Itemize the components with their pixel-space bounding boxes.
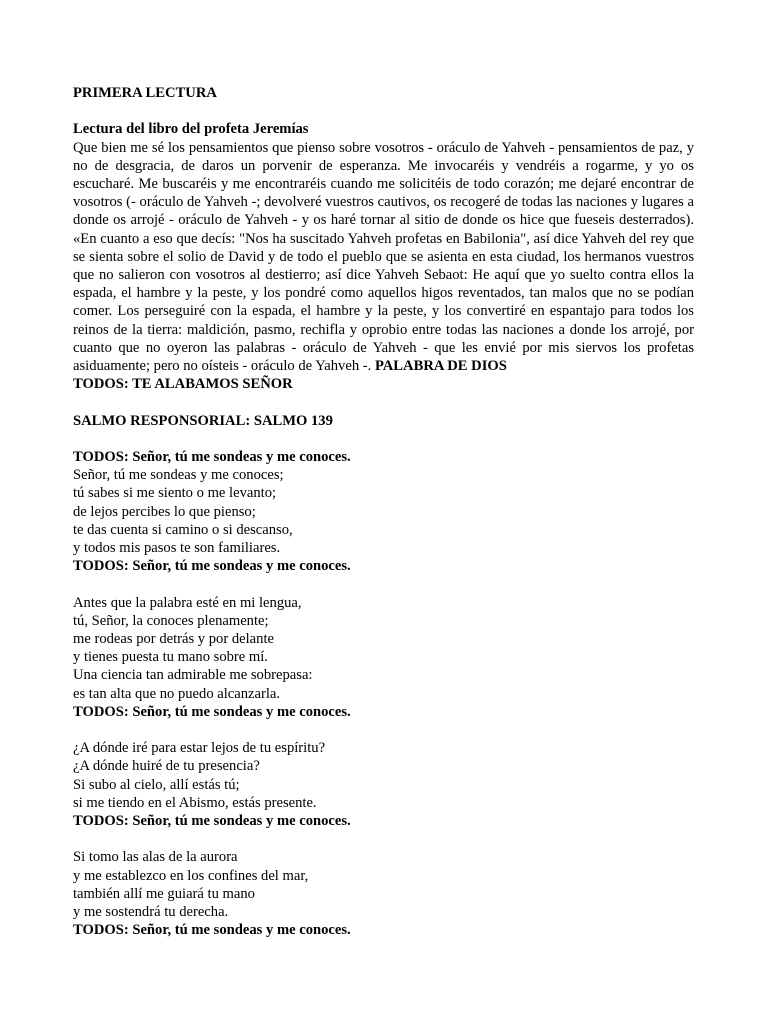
psalm-verse-line: también allí me guiará tu mano (73, 885, 255, 902)
psalm-verse-line: Señor, tú me sondeas y me conoces; (73, 467, 284, 484)
psalm-verse-line: Si tomo las alas de la aurora (73, 849, 238, 866)
psalm-verse-line: ¿A dónde iré para estar lejos de tu espíritu? (73, 740, 326, 757)
psalm-verse-line: Una ciencia tan admirable me sobrepasa: (73, 667, 313, 684)
psalm-verse-line: ¿A dónde huiré de tu presencia? (73, 758, 260, 775)
psalm-stanza (73, 466, 694, 557)
psalm-refrain: TODOS: Señor, tú me sondeas y me conoces. (73, 922, 351, 939)
psalm-verse-line: es tan alta que no puedo alcanzarla. (73, 685, 281, 702)
psalm-verse-line: Si subo al cielo, allí estás tú; (73, 776, 240, 793)
spacer (73, 393, 694, 411)
psalm-verse-line: Antes que la palabra esté en mi lengua, (73, 594, 302, 611)
spacer (73, 102, 694, 120)
spacer (73, 575, 694, 593)
psalm-verse-line: si me tiendo en el Abismo, estás presente. (73, 794, 317, 811)
psalm-verse-line: y me sostendrá tu derecha. (73, 904, 229, 921)
psalm-verse-line: de lejos percibes lo que pienso; (73, 503, 256, 520)
reading-heading: Lectura del libro del profeta Jeremías (73, 121, 309, 138)
psalm-verse-line: y tienes puesta tu mano sobre mí. (73, 649, 268, 666)
psalm-stanza (73, 739, 694, 812)
psalm-heading: SALMO RESPONSORIAL: SALMO 139 (73, 412, 333, 429)
psalm-verse-line: tú, Señor, la conoces plenamente; (73, 612, 269, 629)
psalm-verse-line: tú sabes si me siento o me levanto; (73, 485, 277, 502)
psalm-verse-line: y todos mis pasos te son familiares. (73, 540, 281, 557)
spacer (73, 430, 694, 448)
psalm-refrain: TODOS: Señor, tú me sondeas y me conoces. (73, 703, 351, 720)
reading-body (73, 139, 694, 376)
psalm-stanza (73, 594, 694, 703)
spacer (73, 721, 694, 739)
psalm-refrain: TODOS: Señor, tú me sondeas y me conoces. (73, 558, 351, 575)
reading-closing: PALABRA DE DIOS (374, 358, 507, 375)
psalm-refrain: TODOS: Señor, tú me sondeas y me conoces. (73, 813, 351, 830)
psalm-refrain: TODOS: Señor, tú me sondeas y me conoces. (73, 449, 351, 466)
psalm-verse-line: me rodeas por detrás y por delante (73, 631, 274, 648)
psalm-verse-line: y me establezco en los confines del mar, (73, 867, 309, 884)
page-title: PRIMERA LECTURA (73, 85, 217, 101)
psalm-verse-line: te das cuenta si camino o si descanso, (73, 521, 293, 538)
psalm-stanza (73, 848, 694, 921)
spacer (73, 830, 694, 848)
reading-response: TODOS: TE ALABAMOS SEÑOR (73, 376, 293, 393)
reading-text: Que bien me sé los pensamientos que pienso sobre vosotros - oráculo de Yahveh - pensamientos de paz, y no de desgracia, de daros un porvenir de esperanza. Me invocaréis y vendréis a rogarme, y yo os escucharé. Me buscaréis y me encontraréis cuando me solicitéis de todo corazón; me dejaré encontrar de vosotros (- oráculo de Yahveh -; devolveré vuestros cautivos, os recogeré de todas las naciones y lugares a donde os arrojé - oráculo de Yahveh - y os haré tornar al sitio de donde os hice que fueseis desterrados). «En cuanto a eso que decís: "Nos ha suscitado Yahveh profetas en Babilonia", así dice Yahveh del rey que se sienta sobre el solio de David y de todo el pueblo que se asienta en esta ciudad, los hermanos vuestros que no salieron con vosotros al destierro; así dice Yahveh Sebaot: He aquí que yo suelto contra ellos la espada, el hambre y la peste, y los pondré como aquellos higos reventados, tan malos que no se podían comer. Los perseguiré con la espada, el hambre y la peste, y los convertiré en espantajo para todos los reinos de la tierra: maldición, pasmo, rechifla y oprobio entre todas las naciones a donde los arrojé, por cuanto que no oyeron las palabras - oráculo de Yahveh - que les envié por mis siervos los profetas asiduamente; pero no oísteis - oráculo de Yahveh -. (73, 139, 694, 375)
document-page (73, 84, 694, 939)
